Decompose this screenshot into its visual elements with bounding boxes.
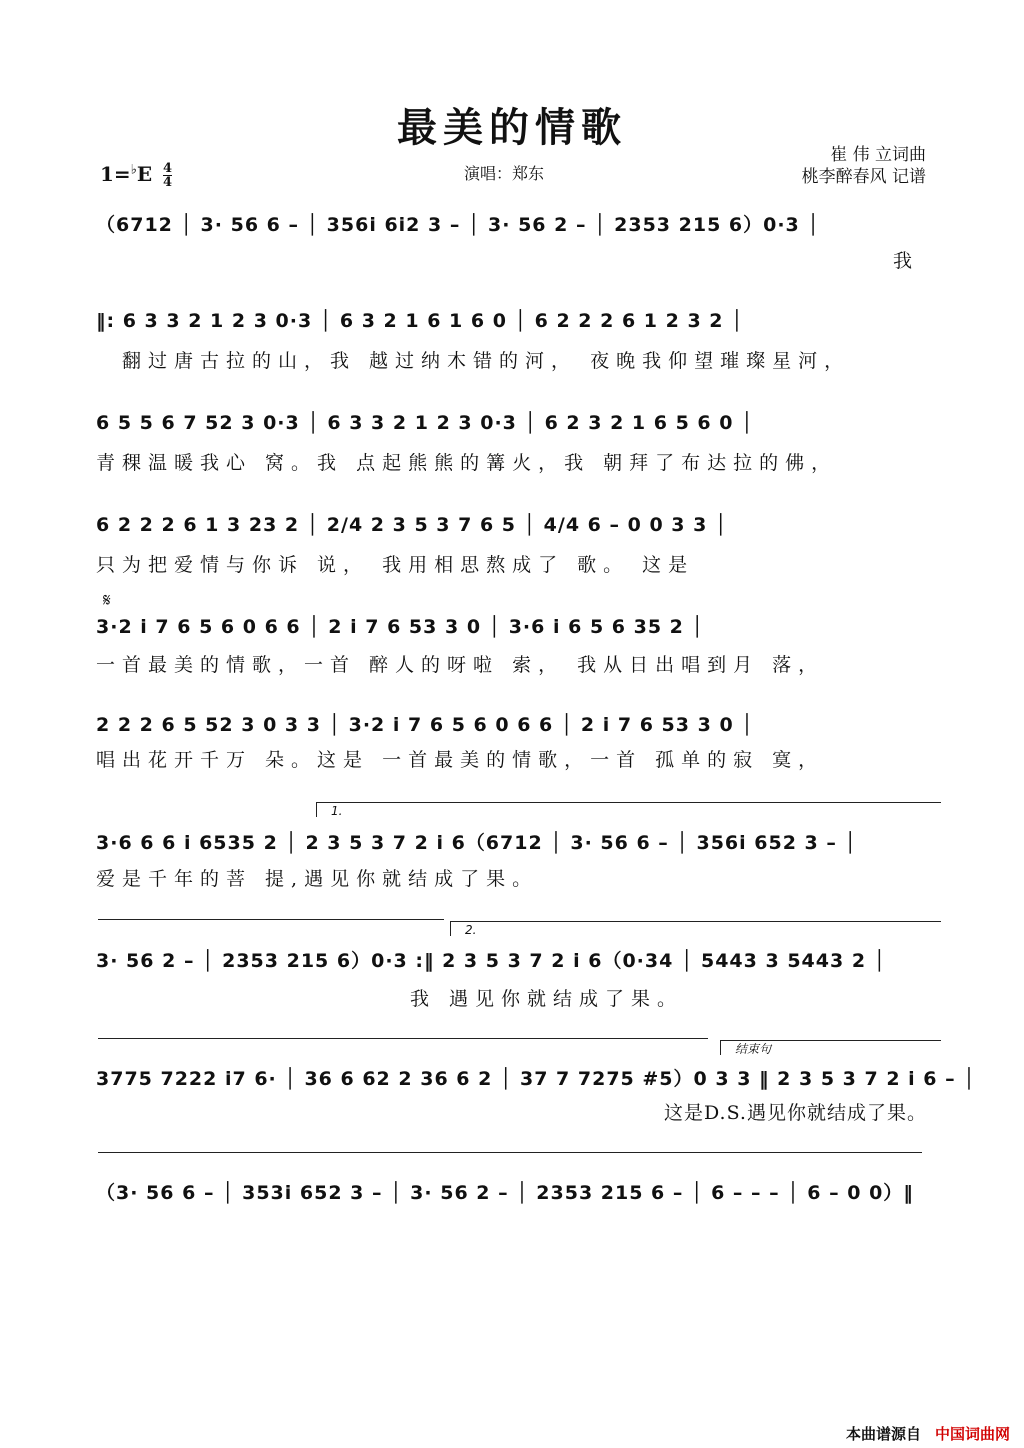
singer-credit: 演唱：郑东 [464, 164, 545, 183]
key-note: E [136, 162, 153, 186]
transcriber-credit: 桃李醉春风 记谱 [801, 167, 926, 187]
notation-row-7: 3·6 6 6 i 6535 2 │ 2 3 5 3 7 2 i 6（6712 │ 3· 56 6 – │ 356i 652 3 – │ [96, 832, 857, 854]
first-ending-bracket: 1. [316, 802, 941, 817]
key-signature [100, 162, 172, 189]
composer-credit: 崔 伟 立词曲 [830, 145, 926, 165]
time-signature [163, 162, 172, 189]
time-top: 4 [163, 161, 173, 176]
notation-row-1: （6712 │ 3· 56 6 – │ 356i 6i2 3 – │ 3· 56 2 – │ 2353 215 6）0·3 │ [96, 214, 820, 236]
notation-row-9: 3775 7222 i7 6· │ 36 6 62 2 36 6 2 │ 37 7 7275 #5）0 3 3 ‖ 2 3 5 3 7 2 i 6 – │ [96, 1068, 976, 1090]
coda-bracket: 结束句 [720, 1040, 941, 1055]
second-ending-bracket: 2. [450, 921, 941, 936]
source-footer [846, 1423, 1010, 1444]
key-prefix: 1= [100, 162, 131, 186]
notation-row-8: 3· 56 2 – │ 2353 215 6）0·3 :‖ 2 3 5 3 7 2 i 6（0·34 │ 5443 3 5443 2 │ [96, 950, 887, 972]
flat-symbol: ♭ [130, 162, 137, 178]
segno-sign: 𝄋 [103, 590, 111, 611]
second-ending-continuation [98, 1038, 708, 1039]
notation-row-5: 3·2 i 7 6 5 6 0 6 6 │ 2 i 7 6 53 3 0 │ 3·6 i 6 5 6 35 2 │ [96, 616, 704, 638]
notation-row-10: （3· 56 6 – │ 353i 652 3 – │ 3· 56 2 – │ 2353 215 6 – │ 6 – – – │ 6 – 0 0）‖ [96, 1182, 914, 1204]
notation-row-2: ‖: 6 3 3 2 1 2 3 0·3 │ 6 3 2 1 6 1 6 0 │ 6 2 2 2 6 1 2 3 2 │ [96, 310, 744, 332]
lyric-row-5: 一首最美的情歌，一首 醉人的呀啦 索， 我从日出唱到月 落， [96, 654, 825, 676]
lyric-row-8: 我 遇见你就结成了果。 [410, 988, 684, 1010]
notation-row-3: 6 5 5 6 7 52 3 0·3 │ 6 3 3 2 1 2 3 0·3 │ 6 2 3 2 1 6 5 6 0 │ [96, 412, 754, 434]
song-title: 最美的情歌 [397, 104, 627, 151]
footer-source-text: 本曲谱源自 [845, 1425, 921, 1443]
notation-row-6: 2 2 2 6 5 52 3 0 3 3 │ 3·2 i 7 6 5 6 0 6 6 │ 2 i 7 6 53 3 0 │ [96, 714, 754, 736]
lyric-row-6: 唱出花开千万 朵。这是 一首最美的情歌，一首 孤单的寂 寞， [96, 749, 825, 771]
lyric-row-9: 这是D.S.遇见你就结成了果。 [664, 1102, 927, 1124]
lyric-row-2: 翻过唐古拉的山，我 越过纳木错的河， 夜晚我仰望璀璨星河， [122, 350, 851, 372]
lyric-row-3: 青稞温暖我心 窝。我 点起熊熊的篝火，我 朝拜了布达拉的佛， [96, 452, 838, 474]
lyric-row-1: 我 [893, 250, 913, 272]
lyric-row-4: 只为把爱情与你诉 说， 我用相思熬成了 歌。 这是 [96, 554, 695, 576]
time-bottom: 4 [163, 175, 173, 190]
notation-row-4: 6 2 2 2 6 1 3 23 2 │ 2/4 2 3 5 3 7 6 5 │ 4/4 6 – 0 0 3 3 │ [96, 514, 728, 536]
first-ending-continuation [98, 919, 444, 920]
coda-continuation [98, 1152, 922, 1153]
lyric-row-7: 爱是千年的菩 提,遇见你就结成了果。 [96, 868, 539, 890]
footer-site-link[interactable]: 中国词曲网 [934, 1425, 1010, 1443]
